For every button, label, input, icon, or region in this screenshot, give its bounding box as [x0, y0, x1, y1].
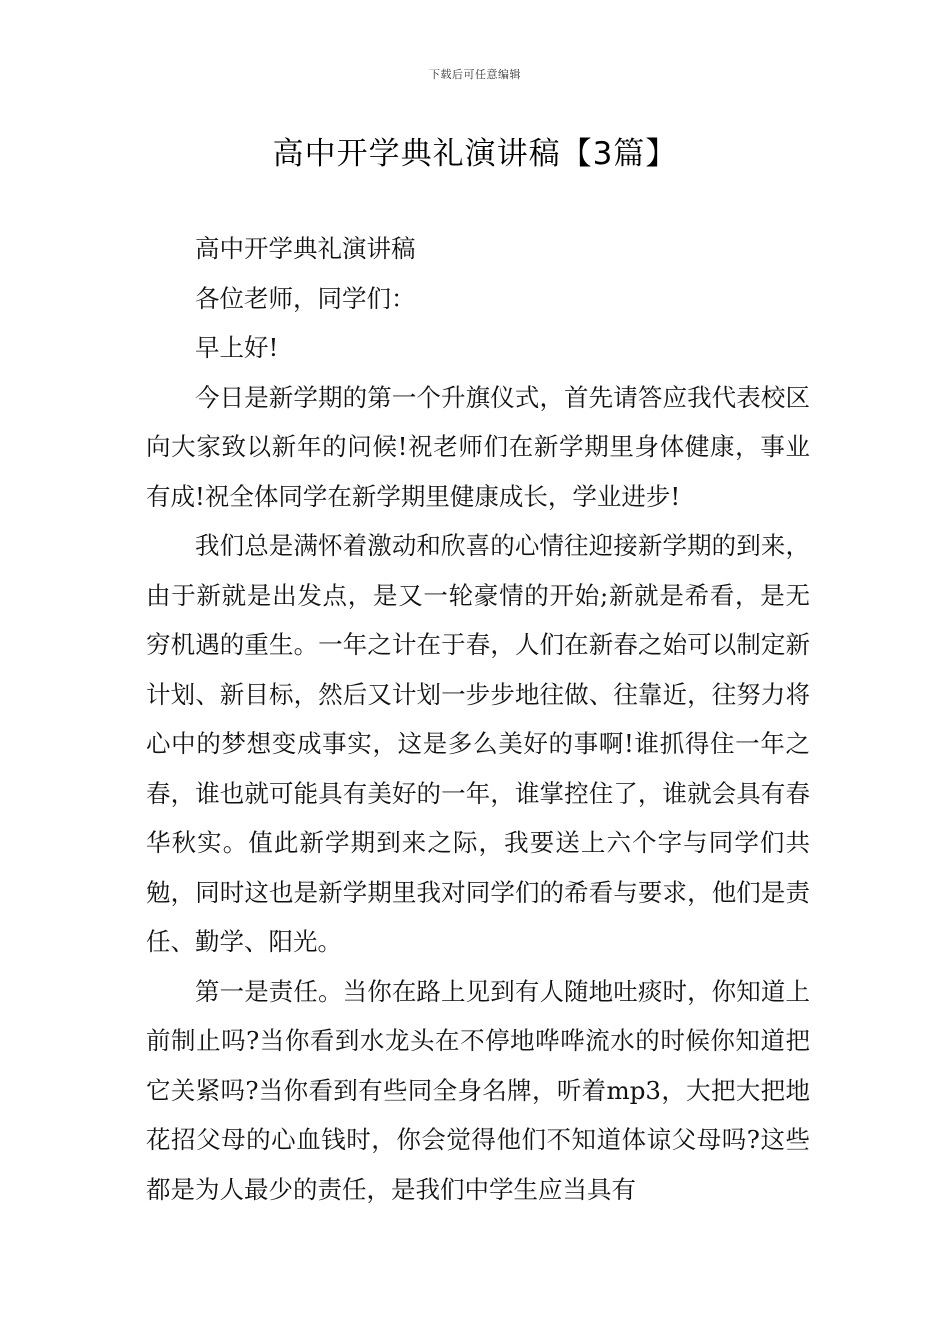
document-body	[146, 224, 810, 1214]
document-title: 高中开学典礼演讲稿【3篇】	[272, 136, 678, 172]
subtitle-paragraph: 高中开学典礼演讲稿	[195, 234, 416, 263]
body-paragraph: 我们总是满怀着激动和欣喜的心情往迎接新学期的到来，由于新就是出发点，是又一轮豪情的开始;新就是希看，是无穷机遇的重生。一年之计在于春，人们在新春之始可以制定新计划、新目标，然后又计划一步步地往做、往靠近，往努力将心中的梦想变成事实，这是多么美好的事啊!谁抓得住一年之春，谁也就可能具有美好的一年，谁掌控住了，谁就会具有春华秋实。值此新学期到来之际，我要送上六个字与同学们共勉，同时这也是新学期里我对同学们的希看与要求，他们是责任、勤学、阳光。	[146, 531, 810, 956]
salutation-paragraph: 各位老师，同学们：	[195, 283, 416, 313]
body-paragraph: 第一是责任。当你在路上见到有人随地吐痰时，你知道上前制止吗?当你看到水龙头在不停地哗哗流水的时候你知道把它关紧吗?当你看到有些同全身名牌，听着mp3，大把大把地花招父母的心血钱时，你会觉得他们不知道体谅父母吗?这些都是为人最少的责任，是我们中学生应当具有	[146, 976, 810, 1204]
page-header-note: 下载后可任意编辑	[429, 68, 521, 81]
greeting-paragraph: 早上好!	[195, 333, 279, 362]
body-paragraph: 今日是新学期的第一个升旗仪式，首先请答应我代表校区向大家致以新年的问候!祝老师们在新学期里身体健康，事业有成!祝全体同学在新学期里健康成长，学业进步!	[146, 382, 810, 511]
